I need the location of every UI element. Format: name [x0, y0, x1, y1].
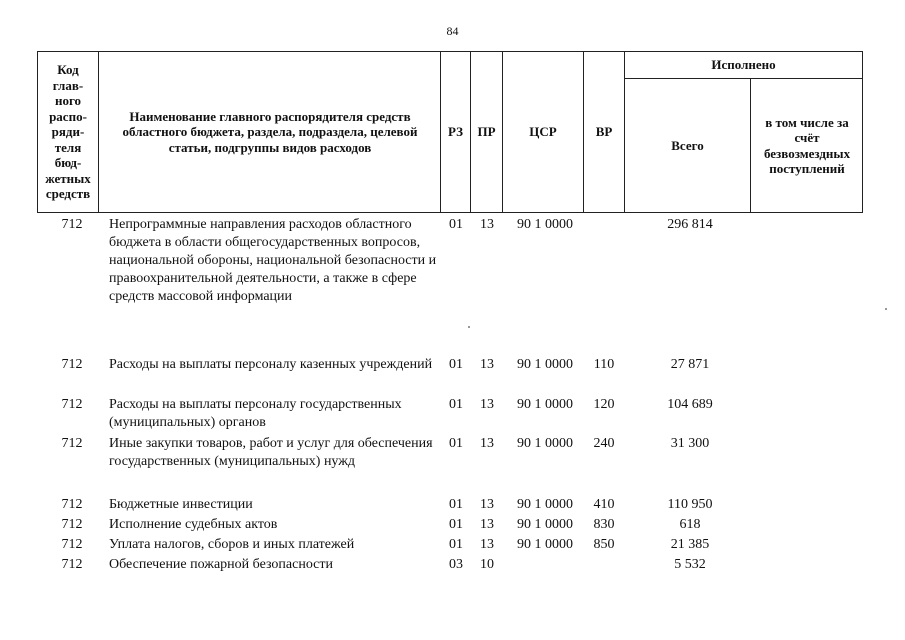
row-code: 712 [61, 557, 83, 572]
row-pr: 13 [480, 357, 494, 372]
row-total: 110 950 [667, 497, 713, 512]
row-code: 712 [61, 217, 83, 232]
row-csr: 90 1 0000 [517, 537, 573, 552]
row-vr: 410 [593, 497, 615, 512]
row-rz: 01 [449, 517, 463, 532]
row-pr: 10 [480, 557, 494, 572]
row-name: Уплата налогов, сборов и иных платежей [109, 537, 355, 552]
row-rz: 01 [449, 397, 463, 412]
header-executed: Исполнено [711, 57, 776, 73]
header-incl-grants: в том числе за счёт безвозмездных поступлений [763, 114, 851, 176]
header-name: Наименование главного распорядителя средств областного бюджета, раздела, подраздела, целевой статьи, подгруппы видов расходов [122, 108, 418, 155]
row-csr: 90 1 0000 [517, 397, 573, 412]
scan-speck [468, 326, 470, 328]
row-csr: 90 1 0000 [517, 357, 573, 372]
row-code: 712 [61, 497, 83, 512]
row-code: 712 [61, 436, 83, 451]
row-pr: 13 [480, 436, 494, 451]
row-name: Расходы на выплаты персоналу государственных (муниципальных) органов [109, 397, 402, 430]
table-header [37, 51, 863, 213]
row-code: 712 [61, 517, 83, 532]
header-vr: ВР [595, 124, 613, 140]
row-vr: 120 [593, 397, 615, 412]
row-total: 296 814 [667, 217, 713, 232]
row-rz: 03 [449, 557, 463, 572]
row-vr: 850 [593, 537, 615, 552]
row-code: 712 [61, 357, 83, 372]
header-csr: ЦСР [529, 124, 557, 140]
row-name: Иные закупки товаров, работ и услуг для обеспечения государственных (муниципальных) нужд [109, 436, 433, 469]
row-name: Расходы на выплаты персоналу казенных учреждений [109, 357, 433, 372]
row-total: 21 385 [670, 537, 710, 552]
row-code: 712 [61, 397, 83, 412]
row-pr: 13 [480, 517, 494, 532]
row-name: Исполнение судебных актов [109, 517, 278, 532]
row-total: 104 689 [667, 397, 713, 412]
row-rz: 01 [449, 436, 463, 451]
row-pr: 13 [480, 497, 494, 512]
header-code: Код глав- ного распо- ряди- теля бюд- жетных средств [45, 62, 91, 202]
row-vr: 830 [593, 517, 615, 532]
row-name: Обеспечение пожарной безопасности [109, 557, 334, 572]
row-csr: 90 1 0000 [517, 217, 573, 232]
row-vr: 240 [593, 436, 615, 451]
row-rz: 01 [449, 357, 463, 372]
page-number: 84 [446, 24, 459, 38]
row-total: 27 871 [670, 357, 710, 372]
row-total: 618 [679, 517, 701, 532]
row-name: Непрограммные направления расходов областного бюджета в области общегосударственных вопросов, национальной обороны, национальной безопасности и правоохранительной деятельности, а также в сфере средств массовой информации [109, 217, 437, 304]
row-rz: 01 [449, 537, 463, 552]
row-csr: 90 1 0000 [517, 436, 573, 451]
row-pr: 13 [480, 537, 494, 552]
row-pr: 13 [480, 217, 494, 232]
row-code: 712 [61, 537, 83, 552]
header-total: Всего [671, 137, 704, 153]
row-name: Бюджетные инвестиции [109, 497, 253, 512]
row-csr: 90 1 0000 [517, 497, 573, 512]
header-rz: РЗ [448, 124, 463, 140]
row-csr: 90 1 0000 [517, 517, 573, 532]
row-total: 5 532 [674, 557, 706, 572]
scan-speck [885, 308, 887, 310]
row-total: 31 300 [670, 436, 710, 451]
row-pr: 13 [480, 397, 494, 412]
row-rz: 01 [449, 497, 463, 512]
row-vr: 110 [593, 357, 615, 372]
row-rz: 01 [449, 217, 463, 232]
header-pr: ПР [477, 124, 496, 140]
